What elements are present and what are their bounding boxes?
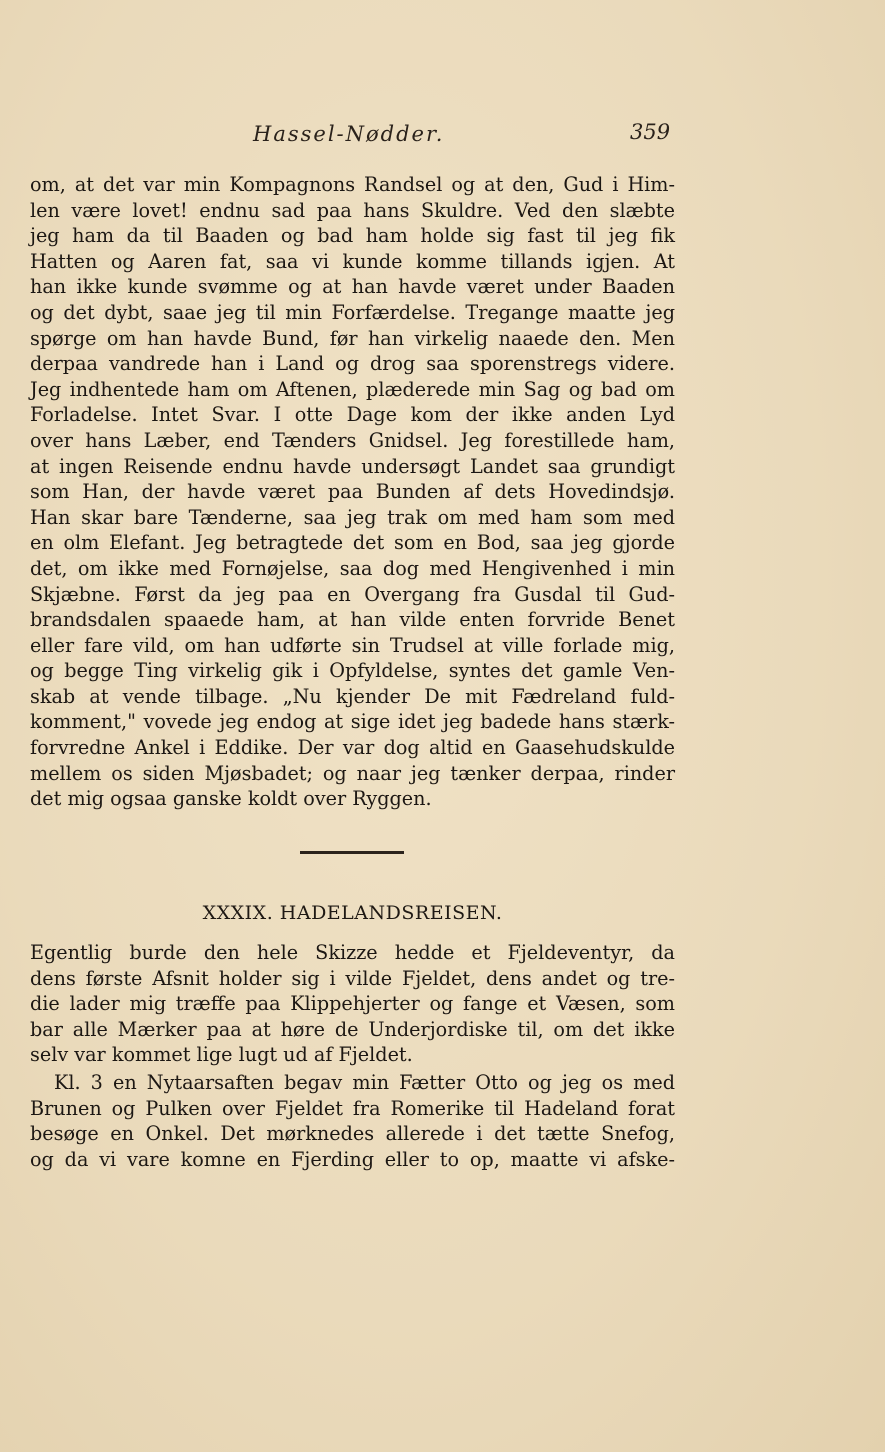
chapter-heading-text: XXXIX. HADELANDSREISEN.	[202, 902, 503, 924]
text-line: som Han, der havde været paa Bunden af dets Hovedindsjø.	[30, 480, 675, 504]
text-line: besøge en Onkel. Det mørknedes allerede i det tætte Snefog,	[30, 1122, 675, 1146]
running-head	[0, 120, 885, 150]
text-line: spørge om han havde Bund, før han virkelig naaede den. Men	[30, 326, 675, 350]
section-divider-rule	[300, 851, 404, 854]
text-line: jeg ham da til Baaden og bad ham holde sig fast til jeg fik	[30, 224, 675, 248]
text-line: mellem os siden Mjøsbadet; og naar jeg tænker derpaa, rinder	[30, 761, 675, 785]
text-line: selv var kommet lige lugt ud af Fjeldet.	[30, 1043, 413, 1067]
text-line: og da vi vare komne en Fjerding eller to op, maatte vi afske-	[30, 1147, 675, 1171]
text-line: det mig ogsaa ganske koldt over Ryggen.	[30, 787, 432, 811]
chapter-heading	[0, 902, 885, 924]
text-line: eller fare vild, om han udførte sin Trudsel at ville forlade mig,	[30, 633, 675, 657]
text-line: skab at vende tilbage. „Nu kjender De mit Fædreland fuld-	[30, 684, 675, 708]
text-line: derpaa vandrede han i Land og drog saa sporenstregs videre.	[30, 352, 675, 376]
text-line: brandsdalen spaaede ham, at han vilde enten forvride Benet	[30, 608, 675, 632]
text-line: Forladelse. Intet Svar. I otte Dage kom der ikke anden Lyd	[30, 403, 675, 427]
text-line: Jeg indhentede ham om Aftenen, plæderede min Sag og bad om	[30, 377, 675, 401]
text-line: Han skar bare Tænderne, saa jeg trak om med ham som med	[30, 505, 675, 529]
text-line: Egentlig burde den hele Skizze hedde et Fjeldeventyr, da	[30, 941, 675, 964]
paragraph	[30, 1070, 675, 1172]
running-title: Hassel-Nødder.	[253, 122, 445, 146]
text-line: at ingen Reisende endnu havde undersøgt Landet saa grundigt	[30, 454, 675, 478]
text-line: han ikke kunde svømme og at han havde været under Baaden	[30, 275, 675, 299]
text-line: komment," vovede jeg endog at sige idet jeg badede hans stærk-	[30, 710, 675, 734]
text-line: Hatten og Aaren fat, saa vi kunde komme tillands igjen. At	[30, 249, 675, 273]
text-line: og det dybt, saae jeg til min Forfærdelse. Tregange maatte jeg	[30, 300, 675, 324]
text-line: die lader mig træffe paa Klippehjerter og fange et Væsen, som	[30, 992, 675, 1016]
text-line: om, at det var min Kompagnons Randsel og at den, Gud i Him-	[30, 173, 675, 196]
text-line: len være lovet! endnu sad paa hans Skuldre. Ved den slæbte	[30, 198, 675, 222]
text-line: bar alle Mærker paa at høre de Underjordiske til, om det ikke	[30, 1017, 675, 1041]
text-line: dens første Afsnit holder sig i vilde Fjeldet, dens andet og tre-	[30, 966, 675, 990]
text-line: Kl. 3 en Nytaarsaften begav min Fætter Otto og jeg os med	[54, 1071, 675, 1094]
text-line: en olm Elefant. Jeg betragtede det som en Bod, saa jeg gjorde	[30, 531, 675, 555]
page-number: 359	[630, 120, 671, 144]
text-line: og begge Ting virkelig gik i Opfyldelse, syntes det gamle Ven-	[30, 659, 675, 683]
text-line: det, om ikke med Fornøjelse, saa dog med Hengivenhed i min	[30, 556, 675, 580]
paragraph-continuation	[30, 172, 675, 812]
text-line: forvredne Ankel i Eddike. Der var dog altid en Gaasehudskulde	[30, 736, 675, 760]
text-line: Skjæbne. Først da jeg paa en Overgang fra Gusdal til Gud-	[30, 582, 675, 606]
text-line: over hans Læber, end Tænders Gnidsel. Jeg forestillede ham,	[30, 428, 675, 452]
chapter-opening-paragraph	[30, 940, 675, 1068]
text-line: Brunen og Pulken over Fjeldet fra Romerike til Hadeland forat	[30, 1096, 675, 1120]
